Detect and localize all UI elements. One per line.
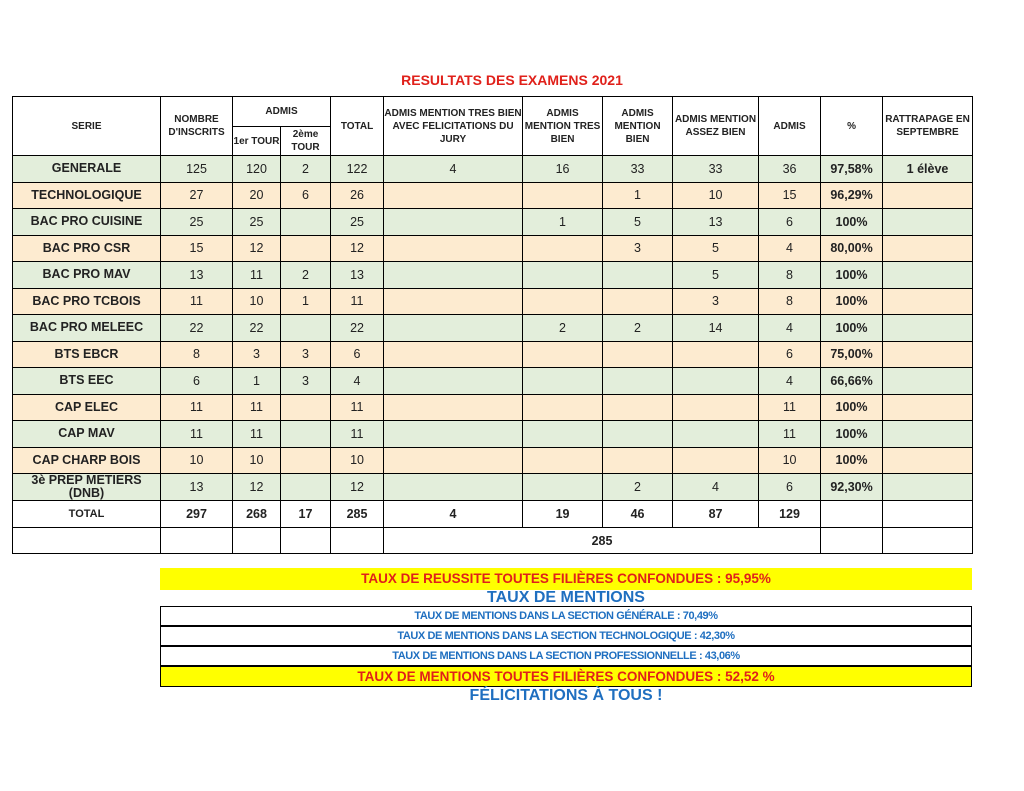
cell-tour2 [281, 235, 331, 262]
header-tres-bien: ADMIS MENTION TRES BIEN [523, 97, 603, 156]
cell-assez-bien [673, 368, 759, 395]
cell-admis: 11 [759, 394, 821, 421]
cell-serie: BAC PRO MELEEC [13, 315, 161, 342]
cell-tour2: 3 [281, 368, 331, 395]
header-serie: SERIE [13, 97, 161, 156]
cell-serie: CAP ELEC [13, 394, 161, 421]
cell-tres-bien-felicitations [384, 447, 523, 474]
empty-cell [883, 528, 973, 554]
cell-serie: GENERALE [13, 156, 161, 183]
table-row [13, 394, 973, 421]
cell-tres-bien [523, 288, 603, 315]
cell-serie: CAP MAV [13, 421, 161, 448]
header-total: TOTAL [331, 97, 384, 156]
cell-total: 12 [331, 235, 384, 262]
cell-serie: BTS EEC [13, 368, 161, 395]
mentions-toutes-filieres: TAUX DE MENTIONS TOUTES FILIÈRES CONFONDUES : 52,52 % [160, 666, 972, 687]
cell-assez-bien: 14 [673, 315, 759, 342]
cell-rattrapage [883, 368, 973, 395]
cell-tour2: 1 [281, 288, 331, 315]
cell-tour1: 10 [233, 288, 281, 315]
cell-tour2 [281, 421, 331, 448]
felicitations: FÉLICITATIONS À TOUS ! [469, 687, 663, 704]
header-tour2: 2ème TOUR [281, 127, 331, 156]
cell-tour1: 11 [233, 421, 281, 448]
cell-tour2 [281, 447, 331, 474]
cell-percent: 100% [821, 288, 883, 315]
cell-assez-bien: 4 [673, 474, 759, 501]
cell-total: 26 [331, 182, 384, 209]
cell-inscrits: 6 [161, 368, 233, 395]
empty-cell [233, 528, 281, 554]
table-row [13, 156, 973, 183]
cell-rattrapage [883, 235, 973, 262]
total-admis: 129 [759, 501, 821, 528]
total-percent [821, 501, 883, 528]
cell-tres-bien-felicitations [384, 182, 523, 209]
cell-inscrits: 27 [161, 182, 233, 209]
results-body [13, 156, 973, 554]
cell-tres-bien: 16 [523, 156, 603, 183]
cell-admis: 4 [759, 368, 821, 395]
cell-tres-bien-felicitations [384, 288, 523, 315]
cell-bien [603, 341, 673, 368]
cell-percent: 100% [821, 421, 883, 448]
cell-percent: 100% [821, 315, 883, 342]
cell-tour1: 3 [233, 341, 281, 368]
total-tour1: 268 [233, 501, 281, 528]
cell-inscrits: 11 [161, 421, 233, 448]
cell-assez-bien [673, 341, 759, 368]
table-row [13, 209, 973, 236]
cell-serie: BTS EBCR [13, 341, 161, 368]
cell-assez-bien: 33 [673, 156, 759, 183]
total-tres-bien-felicitations: 4 [384, 501, 523, 528]
cell-tour1: 22 [233, 315, 281, 342]
cell-tres-bien [523, 262, 603, 289]
table-row [13, 315, 973, 342]
cell-rattrapage [883, 262, 973, 289]
cell-total: 25 [331, 209, 384, 236]
cell-tour1: 20 [233, 182, 281, 209]
cell-serie: BAC PRO MAV [13, 262, 161, 289]
cell-tres-bien: 1 [523, 209, 603, 236]
cell-serie: BAC PRO CUISINE [13, 209, 161, 236]
cell-admis: 10 [759, 447, 821, 474]
total-inscrits: 297 [161, 501, 233, 528]
cell-rattrapage [883, 182, 973, 209]
cell-rattrapage [883, 394, 973, 421]
cell-total: 22 [331, 315, 384, 342]
cell-total: 4 [331, 368, 384, 395]
cell-tres-bien-felicitations [384, 315, 523, 342]
cell-inscrits: 11 [161, 288, 233, 315]
cell-tour2: 3 [281, 341, 331, 368]
table-row [13, 235, 973, 262]
cell-bien: 1 [603, 182, 673, 209]
cell-total: 11 [331, 288, 384, 315]
total-tres-bien: 19 [523, 501, 603, 528]
cell-tres-bien-felicitations [384, 368, 523, 395]
cell-tres-bien [523, 341, 603, 368]
cell-tres-bien-felicitations [384, 394, 523, 421]
cell-assez-bien [673, 447, 759, 474]
total-total: 285 [331, 501, 384, 528]
cell-tres-bien [523, 447, 603, 474]
cell-inscrits: 22 [161, 315, 233, 342]
cell-assez-bien: 5 [673, 235, 759, 262]
cell-tour2 [281, 209, 331, 236]
cell-tour2: 2 [281, 262, 331, 289]
header-rattrapage: RATTRAPAGE EN SEPTEMBRE [883, 97, 973, 156]
cell-bien [603, 262, 673, 289]
cell-tres-bien-felicitations [384, 235, 523, 262]
cell-rattrapage [883, 209, 973, 236]
cell-admis: 6 [759, 209, 821, 236]
cell-admis: 8 [759, 262, 821, 289]
cell-tour1: 25 [233, 209, 281, 236]
cell-tour1: 120 [233, 156, 281, 183]
total-bien: 46 [603, 501, 673, 528]
mentions-generale: TAUX DE MENTIONS DANS LA SECTION GÉNÉRALE : 70,49% [160, 606, 972, 626]
cell-tres-bien [523, 182, 603, 209]
header-admis-group: ADMIS [233, 97, 331, 127]
table-row [13, 421, 973, 448]
cell-inscrits: 11 [161, 394, 233, 421]
cell-tour1: 1 [233, 368, 281, 395]
cell-tres-bien [523, 421, 603, 448]
table-row [13, 474, 973, 501]
cell-admis: 8 [759, 288, 821, 315]
table-row [13, 262, 973, 289]
cell-bien [603, 288, 673, 315]
cell-bien: 5 [603, 209, 673, 236]
cell-inscrits: 125 [161, 156, 233, 183]
cell-total: 11 [331, 421, 384, 448]
cell-admis: 15 [759, 182, 821, 209]
header-assez-bien: ADMIS MENTION ASSEZ BIEN [673, 97, 759, 156]
cell-assez-bien [673, 394, 759, 421]
cell-tres-bien [523, 474, 603, 501]
cell-admis: 11 [759, 421, 821, 448]
header-tres-bien-felicitations: ADMIS MENTION TRES BIEN AVEC FELICITATIONS DU JURY [384, 97, 523, 156]
cell-percent: 75,00% [821, 341, 883, 368]
cell-admis: 36 [759, 156, 821, 183]
cell-tres-bien-felicitations [384, 474, 523, 501]
cell-percent: 96,29% [821, 182, 883, 209]
cell-total: 11 [331, 394, 384, 421]
cell-percent: 92,30% [821, 474, 883, 501]
cell-bien: 2 [603, 474, 673, 501]
cell-tour1: 12 [233, 474, 281, 501]
cell-inscrits: 15 [161, 235, 233, 262]
empty-cell [821, 528, 883, 554]
cell-tour2 [281, 474, 331, 501]
cell-total: 12 [331, 474, 384, 501]
mentions-title: TAUX DE MENTIONS [487, 589, 645, 606]
cell-serie: BAC PRO TCBOIS [13, 288, 161, 315]
cell-rattrapage: 1 élève [883, 156, 973, 183]
total-assez-bien: 87 [673, 501, 759, 528]
cell-bien: 3 [603, 235, 673, 262]
cell-assez-bien: 10 [673, 182, 759, 209]
cell-total: 10 [331, 447, 384, 474]
cell-inscrits: 13 [161, 474, 233, 501]
cell-rattrapage [883, 341, 973, 368]
table-row [13, 447, 973, 474]
cell-total: 6 [331, 341, 384, 368]
cell-percent: 100% [821, 209, 883, 236]
cell-admis: 4 [759, 235, 821, 262]
mentions-total-row [13, 528, 973, 554]
cell-total: 122 [331, 156, 384, 183]
empty-cell [331, 528, 384, 554]
cell-admis: 4 [759, 315, 821, 342]
cell-rattrapage [883, 447, 973, 474]
cell-rattrapage [883, 288, 973, 315]
cell-inscrits: 25 [161, 209, 233, 236]
cell-tour2 [281, 394, 331, 421]
cell-tres-bien-felicitations [384, 262, 523, 289]
total-serie: TOTAL [13, 501, 161, 528]
cell-inscrits: 13 [161, 262, 233, 289]
cell-tour2: 6 [281, 182, 331, 209]
cell-serie: TECHNOLOGIQUE [13, 182, 161, 209]
results-table [12, 96, 973, 554]
mentions-technologique: TAUX DE MENTIONS DANS LA SECTION TECHNOLOGIQUE : 42,30% [160, 626, 972, 646]
total-tour2: 17 [281, 501, 331, 528]
cell-tres-bien [523, 394, 603, 421]
cell-percent: 97,58% [821, 156, 883, 183]
cell-tour1: 11 [233, 394, 281, 421]
empty-cell [281, 528, 331, 554]
header-bien: ADMIS MENTION BIEN [603, 97, 673, 156]
cell-percent: 100% [821, 262, 883, 289]
cell-assez-bien: 5 [673, 262, 759, 289]
cell-serie: BAC PRO CSR [13, 235, 161, 262]
cell-admis: 6 [759, 341, 821, 368]
cell-assez-bien: 3 [673, 288, 759, 315]
cell-tres-bien: 2 [523, 315, 603, 342]
mentions-total: 285 [384, 528, 821, 554]
cell-tres-bien [523, 235, 603, 262]
header-tour1: 1er TOUR [233, 127, 281, 156]
cell-tour2 [281, 315, 331, 342]
cell-tour2: 2 [281, 156, 331, 183]
header-admis: ADMIS [759, 97, 821, 156]
table-row [13, 368, 973, 395]
cell-bien: 33 [603, 156, 673, 183]
cell-tour1: 11 [233, 262, 281, 289]
header-percent: % [821, 97, 883, 156]
cell-assez-bien: 13 [673, 209, 759, 236]
cell-tour1: 10 [233, 447, 281, 474]
cell-bien: 2 [603, 315, 673, 342]
total-rattrapage [883, 501, 973, 528]
total-row [13, 501, 973, 528]
empty-cell [161, 528, 233, 554]
cell-serie: 3è PREP METIERS (DNB) [13, 474, 161, 501]
cell-serie: CAP CHARP BOIS [13, 447, 161, 474]
cell-rattrapage [883, 421, 973, 448]
cell-bien [603, 421, 673, 448]
cell-tres-bien-felicitations [384, 341, 523, 368]
cell-rattrapage [883, 474, 973, 501]
cell-bien [603, 394, 673, 421]
empty-cell [13, 528, 161, 554]
cell-inscrits: 8 [161, 341, 233, 368]
cell-tres-bien-felicitations [384, 421, 523, 448]
cell-tour1: 12 [233, 235, 281, 262]
table-row [13, 341, 973, 368]
cell-bien [603, 368, 673, 395]
cell-admis: 6 [759, 474, 821, 501]
taux-reussite: TAUX DE REUSSITE TOUTES FILIÈRES CONFONDUES : 95,95% [160, 568, 972, 590]
cell-percent: 100% [821, 447, 883, 474]
cell-percent: 80,00% [821, 235, 883, 262]
cell-tres-bien [523, 368, 603, 395]
cell-total: 13 [331, 262, 384, 289]
header-inscrits: NOMBRE D'INSCRITS [161, 97, 233, 156]
cell-percent: 66,66% [821, 368, 883, 395]
cell-assez-bien [673, 421, 759, 448]
table-row [13, 288, 973, 315]
cell-tres-bien-felicitations: 4 [384, 156, 523, 183]
mentions-professionnelle: TAUX DE MENTIONS DANS LA SECTION PROFESSIONNELLE : 43,06% [160, 646, 972, 666]
table-row [13, 182, 973, 209]
cell-rattrapage [883, 315, 973, 342]
page-title: RESULTATS DES EXAMENS 2021 [401, 72, 623, 88]
cell-tres-bien-felicitations [384, 209, 523, 236]
cell-bien [603, 447, 673, 474]
cell-inscrits: 10 [161, 447, 233, 474]
cell-percent: 100% [821, 394, 883, 421]
